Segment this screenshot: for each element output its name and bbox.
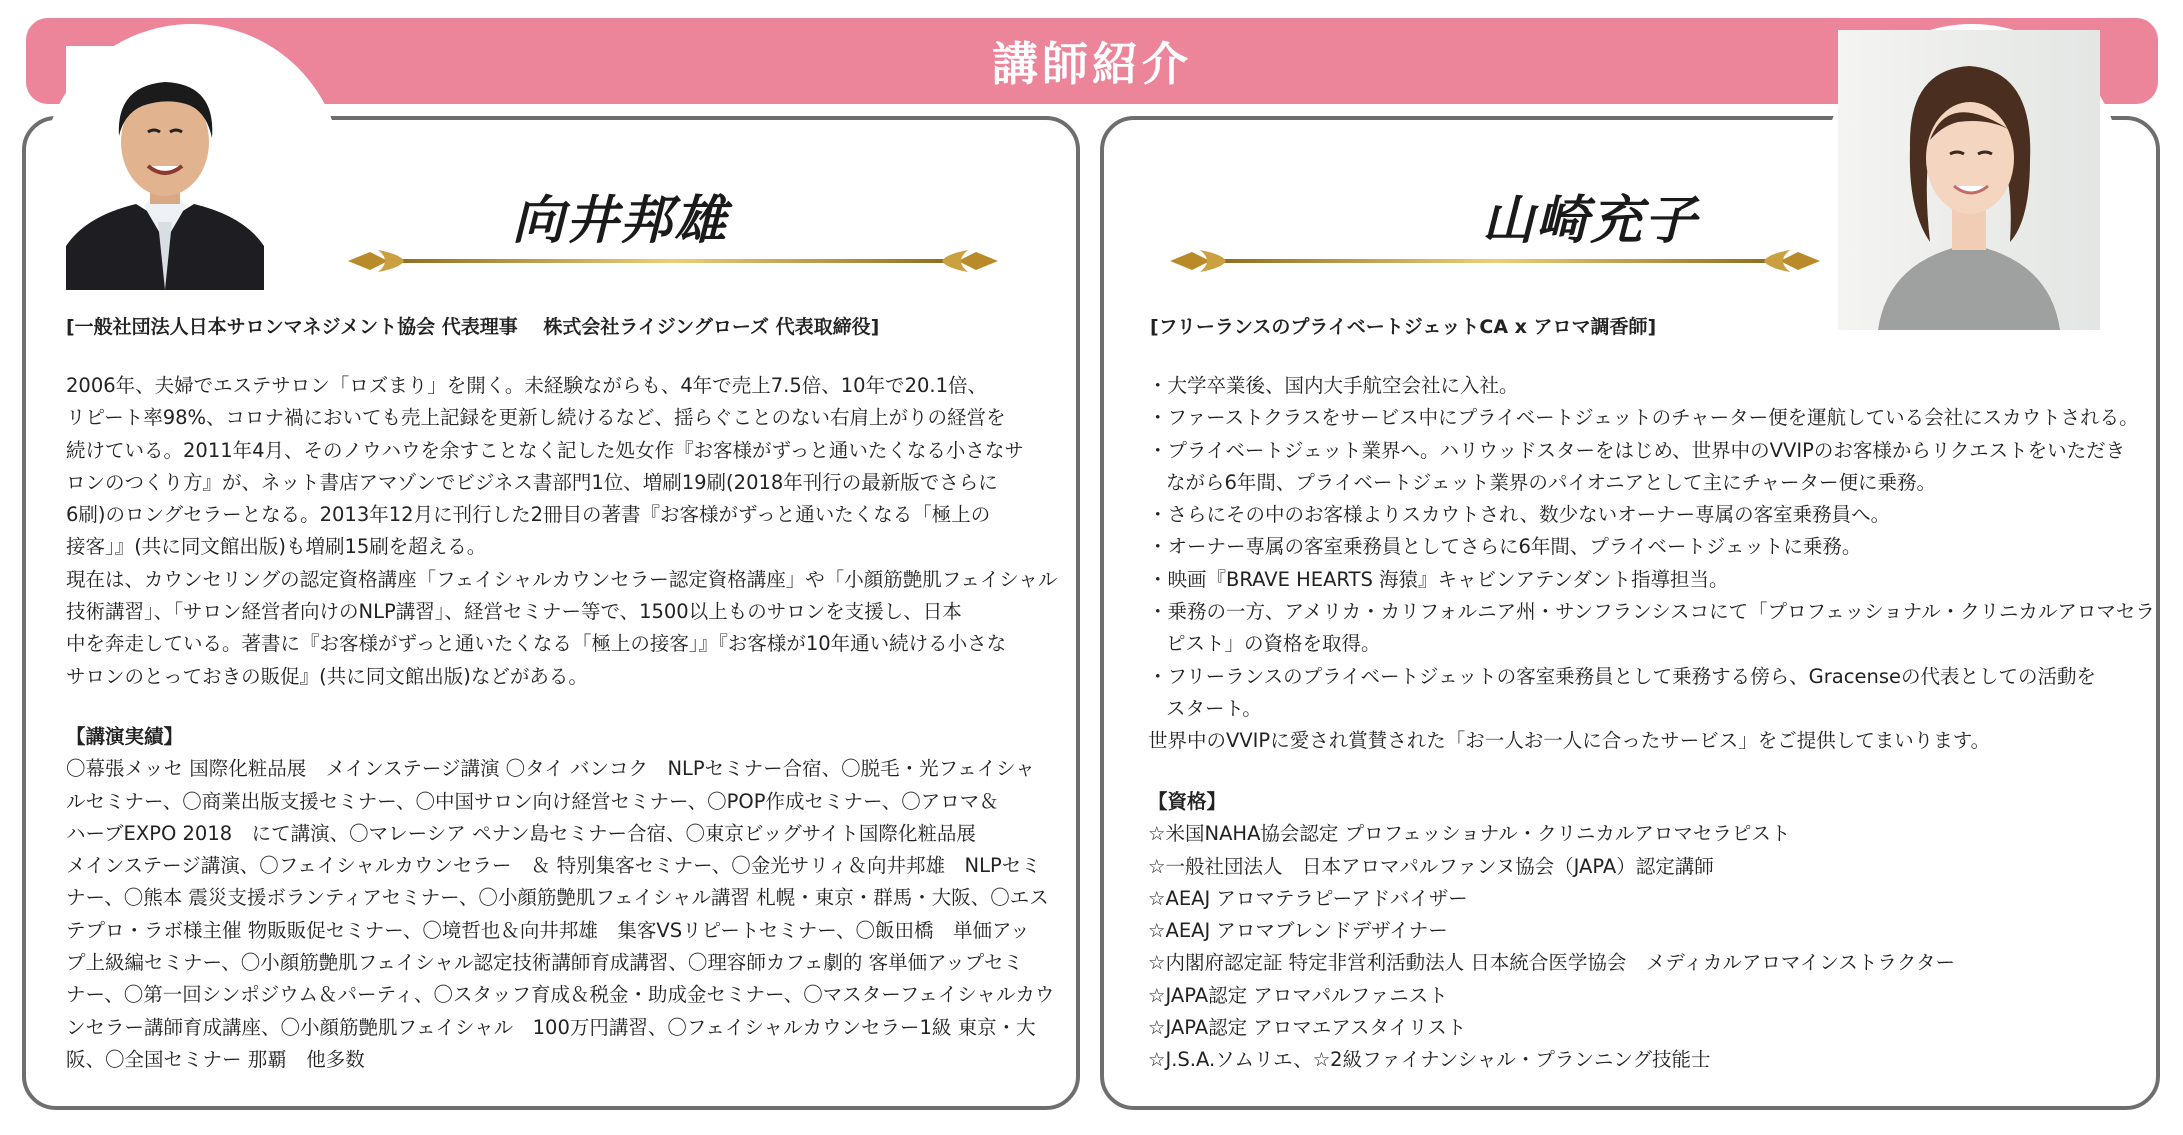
bio-line: 世界中のVVIPに愛され賞賛された「お一人お一人に合ったサービス」をご提供してまいります。	[1148, 729, 1991, 753]
biography-left	[66, 370, 1057, 693]
achievement-line: ナー、〇熊本 震災支援ボランティアセミナー、〇小顔筋艶肌フェイシャル講習 札幌・東京・群馬・大阪、〇エス	[66, 886, 1049, 910]
bio-line: 現在は、カウンセリングの認定資格講座「フェイシャルカウンセラー認定資格講座」や「小顔筋艶肌フェイシャル	[66, 567, 1058, 591]
bio-line: ながら6年間、プライベートジェット業界のパイオニアとして主にチャーター便に乗務。	[1166, 470, 1936, 494]
bio-line: ロンのつくり方』が、ネット書店アマゾンでビジネス書部門1位、増刷19刷(2018年刊行の最新版でさらに	[66, 470, 998, 494]
bio-line: ・フリーランスのプライベートジェットの客室乗務員として乗務する傍ら、Gracenseの代表としての活動を	[1148, 664, 2096, 688]
achievement-line: ルセミナー、〇商業出版支援セミナー、〇中国サロン向け経営セミナー、〇POP作成セミナー、〇アロマ＆	[66, 789, 999, 813]
achievement-line: プ上級編セミナー、〇小顔筋艶肌フェイシャル認定技術講師育成講習、〇理容師カフェ劇的 客単価アップセミ	[66, 951, 1024, 975]
gold-divider-ornament-right	[1170, 244, 1820, 278]
gold-divider-ornament-left	[348, 244, 998, 278]
male-portrait-icon	[66, 46, 264, 290]
qualification-item: ☆米国NAHA協会認定 プロフェッショナル・クリニカルアロマセラピスト	[1148, 822, 1791, 846]
instructor-title-right: [フリーランスのプライベートジェットCA x アロマ調香師]	[1150, 316, 1657, 338]
bio-line: 技術講習」、「サロン経営者向けのNLP講習」、経営セミナー等で、1500以上ものサロンを支援し、日本	[66, 600, 962, 624]
instructor-name-right: 山崎充子	[1481, 190, 1698, 251]
bio-line: 接客」』(共に同文館出版)も増刷15刷を超える。	[66, 535, 487, 559]
qualification-item: ☆JAPA認定 アロマエアスタイリスト	[1148, 1016, 1467, 1040]
achievement-line: メインステージ講演、〇フェイシャルカウンセラー ＆ 特別集客セミナー、〇金光サリィ＆向井邦雄 NLPセミ	[66, 854, 1041, 878]
qualifications-heading: 【資格】	[1148, 790, 1227, 813]
bio-line: ・大学卒業後、国内大手航空会社に入社。	[1148, 374, 1519, 397]
bio-line: ・ファーストクラスをサービス中にプライベートジェットのチャーター便を運航している会社にスカウトされる。	[1148, 406, 2139, 430]
bio-line: ・さらにその中のお客様よりスカウトされ、数少ないオーナー専属の客室乗務員へ。	[1148, 503, 1891, 527]
qualification-item: ☆一般社団法人 日本アロマパルファンヌ協会（JAPA）認定講師	[1148, 854, 1714, 878]
qualification-item: ☆AEAJ アロマブレンドデザイナー	[1148, 919, 1448, 943]
achievement-line: 阪、〇全国セミナー 那覇 他多数	[66, 1047, 365, 1071]
bio-line: リピート率98%、コロナ禍においても売上記録を更新し続けるなど、揺らぐことのない右肩上がりの経営を	[66, 406, 1006, 430]
page-title: 講師紹介	[992, 37, 1192, 91]
bio-line: ・映画『BRAVE HEARTS 海猿』キャビンアテンダント指導担当。	[1148, 567, 1729, 591]
bio-line: 中を奔走している。著書に『お客様がずっと通いたくなる「極上の接客」』『お客様が10年通い続ける小さな	[66, 632, 1007, 656]
achievements-section	[66, 721, 1054, 1076]
achievement-line: ハーブEXPO 2018 にて講演、〇マレーシア ペナン島セミナー合宿、〇東京ビッグサイト国際化粧品展	[66, 821, 976, 845]
bio-line: ・乗務の一方、アメリカ・カリフォルニア州・サンフランシスコにて「プロフェッショナル・クリニカルアロマセラ	[1148, 600, 2155, 624]
achievements-heading: 【講演実績】	[66, 725, 184, 748]
bio-line: 2006年、夫婦でエステサロン「ロズまり」を開く。未経験ながらも、4年で売上7.5倍、10年で20.1倍、	[66, 374, 987, 397]
achievement-line: テプロ・ラボ様主催 物販販促セミナー、〇境哲也＆向井邦雄 集客VSリピートセミナー、〇飯田橋 単価アッ	[66, 918, 1030, 942]
achievement-line: ナー、〇第一回シンポジウム＆パーティ、〇スタッフ育成＆税金・助成金セミナー、〇マスターフェイシャルカウ	[66, 983, 1055, 1007]
bio-line: スタート。	[1166, 696, 1262, 720]
qualifications-section	[1148, 786, 1955, 1077]
bio-line: 続けている。2011年4月、そのノウハウを余すことなく記した処女作『お客様がずっと通いたくなる小さなサ	[66, 438, 1024, 462]
instructor-name-left: 向井邦雄	[511, 190, 728, 251]
biography-right	[1148, 370, 2155, 758]
qualification-item: ☆JAPA認定 アロマパルファニスト	[1148, 983, 1448, 1007]
qualification-item: ☆AEAJ アロマテラピーアドバイザー	[1148, 886, 1468, 910]
bio-line: ・オーナー専属の客室乗務員としてさらに6年間、プライベートジェットに乗務。	[1148, 535, 1862, 559]
achievement-line: 〇幕張メッセ 国際化粧品展 メインステージ講演 〇タイ バンコク NLPセミナー合宿、〇脱毛・光フェイシャ	[66, 757, 1035, 781]
achievement-line: ンセラー講師育成講座、〇小顔筋艶肌フェイシャル 100万円講習、〇フェイシャルカウンセラー1級 東京・大	[66, 1015, 1036, 1039]
bio-line: ピスト」の資格を取得。	[1166, 632, 1381, 656]
bio-line: ・プライベートジェット業界へ。ハリウッドスターをはじめ、世界中のVVIPのお客様からリクエストをいただき	[1148, 438, 2126, 462]
female-portrait-icon	[1838, 30, 2100, 330]
qualification-item: ☆内閣府認定証 特定非営利活動法人 日本統合医学協会 メディカルアロマインストラクター	[1148, 951, 1955, 975]
bio-line: 6刷)のロングセラーとなる。2013年12月に刊行した2冊目の著書『お客様がずっと通いたくなる「極上の	[66, 503, 991, 527]
instructor-title-left: [一般社団法人日本サロンマネジメント協会 代表理事 株式会社ライジングローズ 代表取締役]	[66, 316, 880, 338]
bio-line: サロンのとっておきの販促』(共に同文館出版)などがある。	[66, 664, 588, 688]
qualification-item: ☆J.S.A.ソムリエ、☆2級ファイナンシャル・プランニング技能士	[1148, 1048, 1711, 1072]
